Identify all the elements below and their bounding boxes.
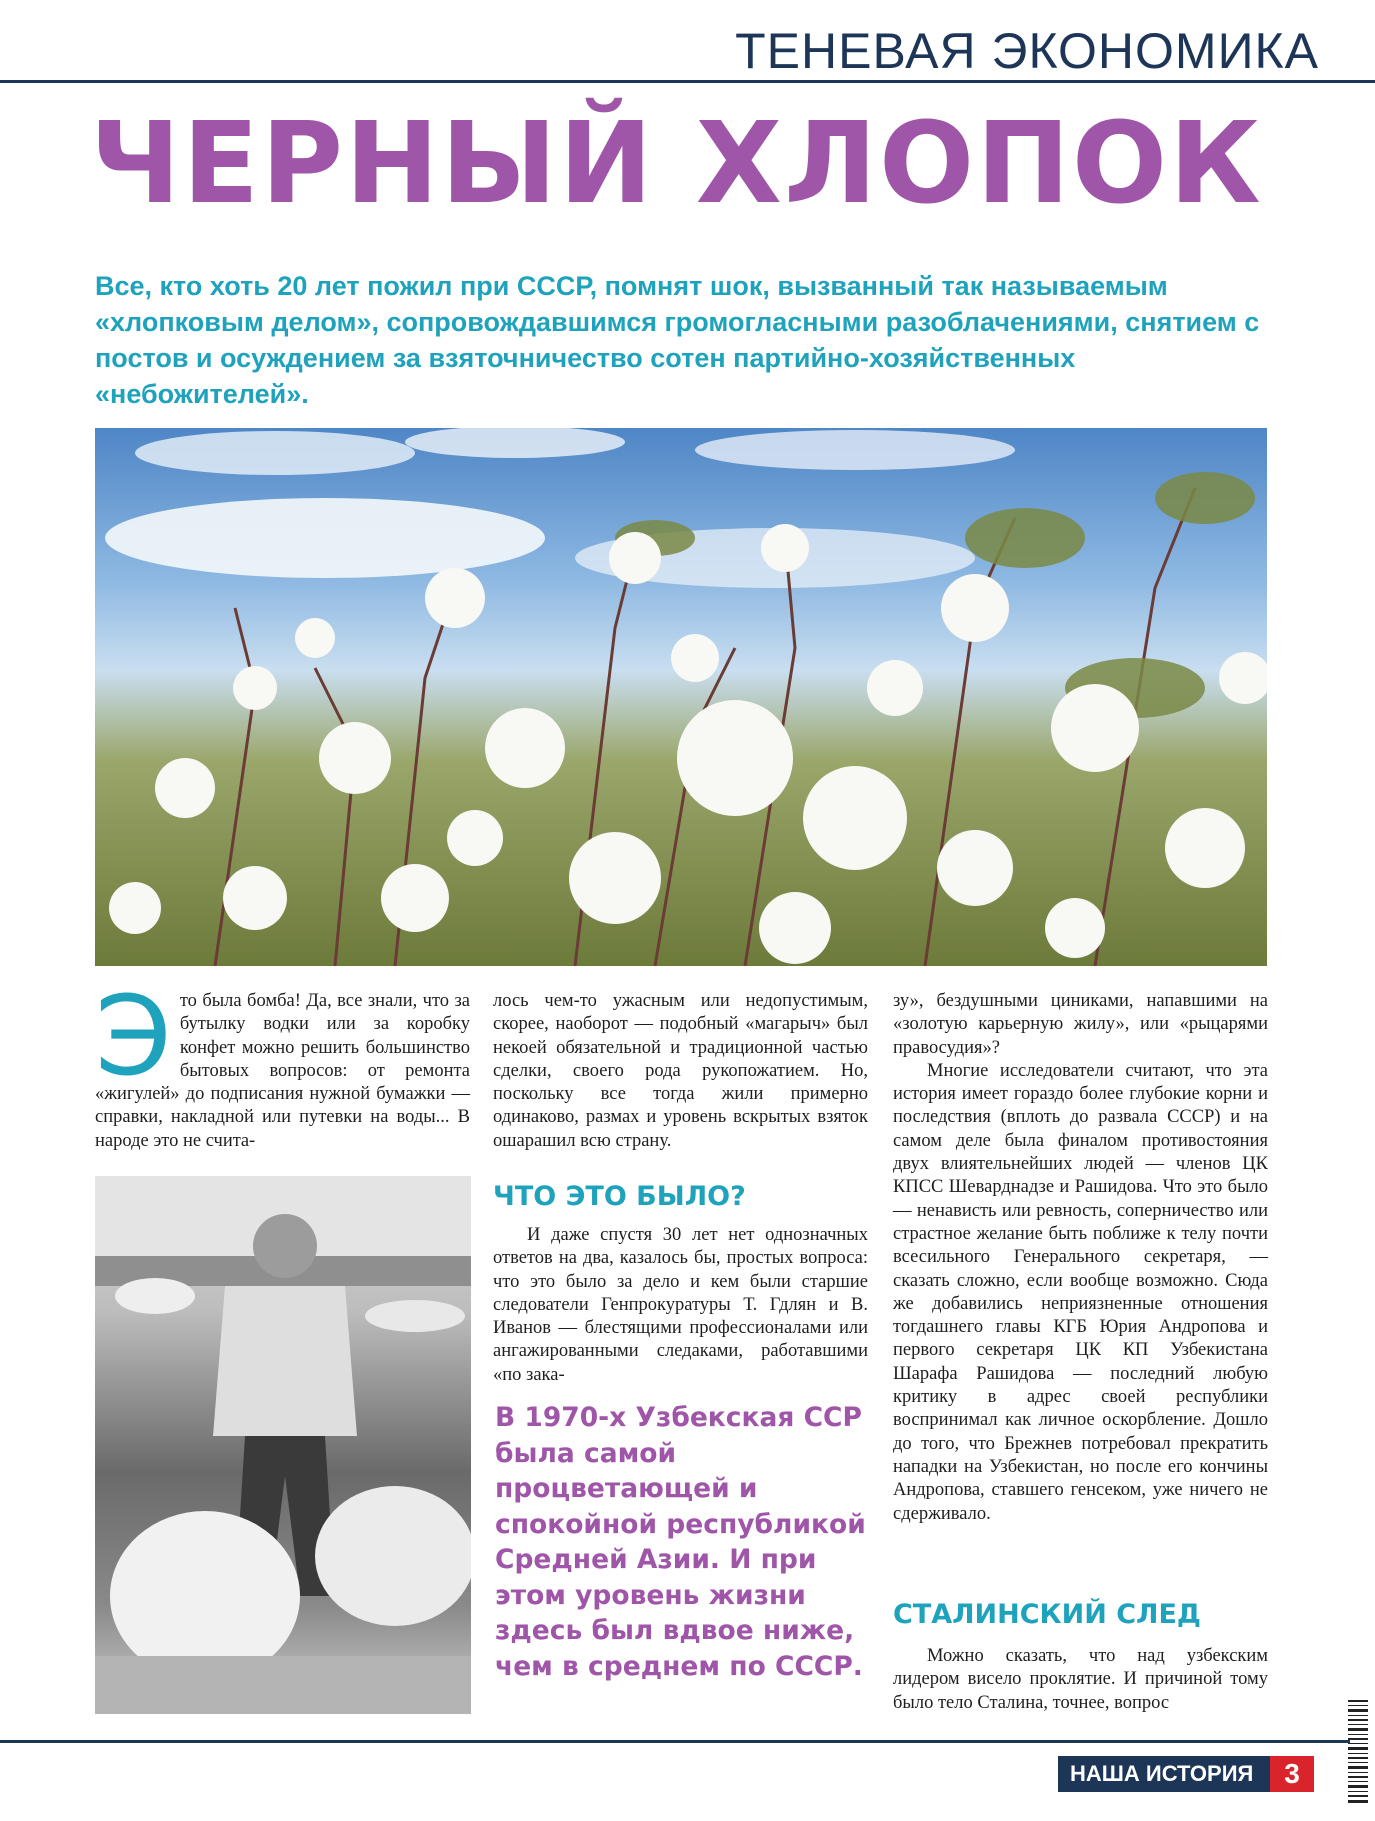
drop-cap: Э [95,972,172,1100]
column-1 [95,972,470,1153]
section-rubric: ТЕНЕВАЯ ЭКОНОМИКА [735,23,1319,79]
bottom-divider [0,1740,1350,1743]
boy-with-cotton-sacks-photo [95,1176,471,1714]
cotton-field-illustration [95,428,1267,966]
subhead-what-was-it: ЧТО ЭТО БЫЛО? [493,1181,746,1212]
column-2-body [493,1224,868,1387]
column-3-bottom [893,1645,1268,1715]
cotton-field-photo [95,428,1267,966]
column-3-paragraph-1: зу», бездушными циниками, напавшими на «золотую карьерную жилу», или «рыцарями правосудия»? [893,991,1268,1058]
article-lead: Все, кто хоть 20 лет пожил при СССР, помнят шок, вызванный так называемым «хлопковым делом», сопровождавшимся громогласными разоблачениями, снятием с постов и осуждением за взяточничество сотен партийно-хозяйственных «небожителей». [95,271,1260,409]
magazine-name: НАША ИСТОРИЯ [1058,1756,1278,1792]
pull-quote: В 1970-х Узбекская ССР была самой процветающей и спокойной республикой Средней Азии. И при этом уровень жизни здесь был вдвое ниже, чем в среднем по СССР. [495,1402,866,1682]
portrait-illustration [95,1176,471,1714]
barcode-icon [1348,1700,1368,1805]
page-number: 3 [1270,1756,1314,1792]
column-2-top [493,990,868,1153]
column-2-paragraph-1: лось чем-то ужасным или недопустимым, скорее, наоборот — подобный «магарыч» был некоей обязательной и традиционной частью сделки, своего рода рукопожатием. Но, поскольку все тогда жили примерно одинаково, размах и уровень вскрытых взяток ошарашил всю страну. [493,991,868,1151]
subhead-stalin-trace: СТАЛИНСКИЙ СЛЕД [893,1599,1201,1630]
article-headline: ЧЕРНЫЙ ХЛОПОК [90,99,1263,229]
column-2-paragraph-2: И даже спустя 30 лет нет однозначных ответов на два, казалось бы, простых вопроса: что это было за дело и кем были старшие следователи Генпрокуратуры Т. Гдлян и В. Иванов — блестящими профессионалами или ангажированными следаками, работавшими «по зака- [493,1225,868,1385]
column-3 [893,990,1268,1526]
column-1-paragraph: то была бомба! Да, все знали, что за бутылку водки или за коробку конфет можно решить большинство бытовых вопросов: от ремонта «жигулей» до подписания нужной бумажки — справки, накладной или путевки на воды... В народе это не считa- [95,991,470,1151]
column-3-paragraph-2: Многие исследователи считают, что эта история имеет гораздо более глубокие корни и последствия (вплоть до развала СССР) и на самом деле была финалом противостояния двух влиятельнейших людей — членов ЦК КПСС Шеварднадзе и Рашидова. Что это было — ненависть или ревность, соперничество или страстное желание быть поближе к телу почти всесильного Генерального секретаря, — сказать сложно, если вообще возможно. Сюда же добавились неприязненные отношения тогдашнего главы КГБ Юрия Андропова и первого секретаря ЦК КП Узбекистана Шарафа Рашидова — последний любую критику в адрес своей республики воспринимал как личное оскорбление. Дошло до того, что Брежнев потребовал прекратить нападки на Узбекистан, но после его кончины Андропова, ставшего генсеком, уже ничего не сдерживало. [893,1060,1268,1524]
column-3-paragraph-3: Можно сказать, что над узбекским лидером висело проклятие. И причиной тому было тело Сталина, точнее, вопрос [893,1646,1268,1713]
top-divider [0,80,1375,83]
